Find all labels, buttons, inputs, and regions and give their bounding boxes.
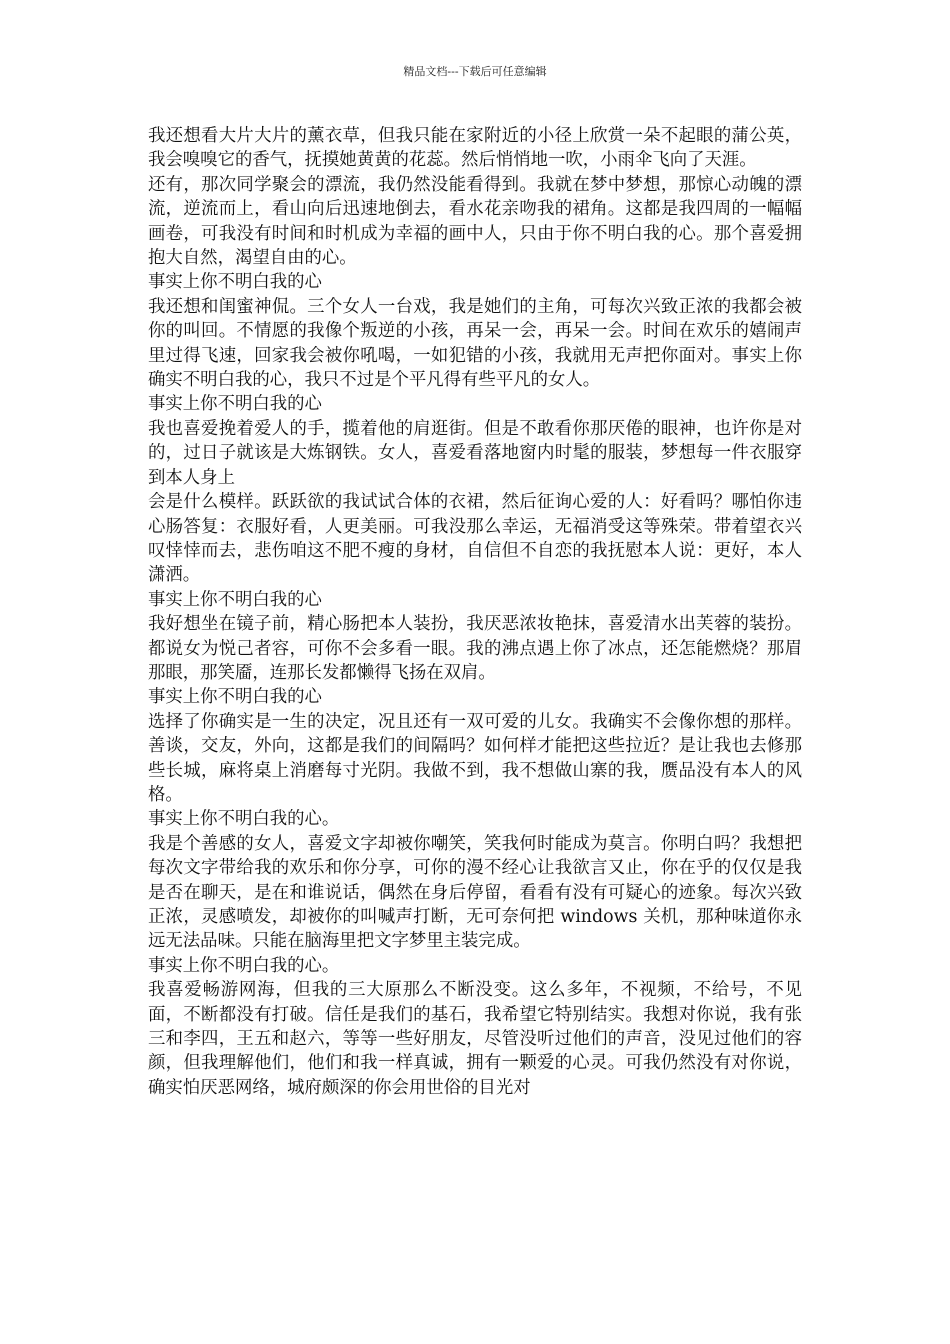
- article-body: [148, 124, 802, 1100]
- paragraph: 选择了你确实是一生的决定，况且还有一双可爱的儿女。我确实不会像你想的那样。善谈，交友，外向，这都是我们的间隔吗？如何样才能把这些拉近？是让我也去修那些长城，麻将桌上消磨每寸光阴。我做不到，我不想做山寨的我，赝品没有本人的风格。: [148, 711, 802, 805]
- refrain-line: 事实上你不明白我的心。: [148, 955, 340, 976]
- paragraph: 还有，那次同学聚会的漂流，我仍然没能看得到。我就在梦中梦想，那惊心动魄的漂流，逆流而上，看山向后迅速地倒去，看水花亲吻我的裙角。这都是我四周的一幅幅画卷，可我没有时间和时机成为幸福的画中人，只由于你不明白我的心。那个喜爱拥抱大自然，渴望自由的心。: [148, 174, 802, 269]
- paragraph: 我也喜爱挽着爱人的手，揽着他的肩逛街。但是不敢看你那厌倦的眼神，也许你是对的，过日子就该是大炼钢铁。女人，喜爱看落地窗内时髦的服装，梦想每一件衣服穿到本人身上: [148, 418, 802, 488]
- paragraph: 我还想和闺蜜神侃。三个女人一台戏，我是她们的主角，可每次兴致正浓的我都会被你的叫回。不情愿的我像个叛逆的小孩，再呆一会，再呆一会。时间在欢乐的嬉闹声里过得飞速，回家我会被你吼喝，一如犯错的小孩，我就用无声把你面对。事实上你确实不明白我的心，我只不过是个平凡得有些平凡的女人。: [148, 296, 802, 391]
- refrain-line: 事实上你不明白我的心: [148, 394, 322, 415]
- paragraph: 会是什么模样。跃跃欲的我试试合体的衣裙，然后征询心爱的人：好看吗？哪怕你违心肠答复：衣服好看，人更美丽。可我没那么幸运，无福消受这等殊荣。带着望衣兴叹悻悻而去，悲伤咱这不肥不瘦的身材，自信但不自恋的我抚慰本人说：更好，本人潇洒。: [148, 492, 802, 586]
- refrain-line: 事实上你不明白我的心: [148, 589, 322, 610]
- paragraph: 我是个善感的女人，喜爱文字却被你嘲笑，笑我何时能成为莫言。你明白吗？我想把每次文字带给我的欢乐和你分享，可你的漫不经心让我欲言又止，你在乎的仅仅是我是否在聊天，是在和谁说话，偶然在身后停留，看看有没有可疑心的迹象。每次兴致正浓，灵感喷发，却被你的叫喊声打断，无可奈何把 windows 关机，那种味道你永远无法品味。只能在脑海里把文字梦里主装完成。: [148, 833, 802, 952]
- refrain-line: 事实上你不明白我的心: [148, 687, 322, 708]
- paragraph: 我还想看大片大片的薰衣草，但我只能在家附近的小径上欣赏一朵不起眼的蒲公英，我会嗅嗅它的香气，抚摸她黄黄的花蕊。然后悄悄地一吹，小雨伞飞向了天涯。: [148, 126, 802, 171]
- paragraph: 我好想坐在镜子前，精心肠把本人装扮，我厌恶浓妆艳抹，喜爱清水出芙蓉的装扮。都说女为悦己者容，可你不会多看一眼。我的沸点遇上你了冰点，还怎能燃烧？那眉那眼，那笑靥，连那长发都懒得飞扬在双肩。: [148, 614, 802, 683]
- refrain-line: 事实上你不明白我的心: [148, 272, 322, 293]
- refrain-line: 事实上你不明白我的心。: [148, 809, 340, 830]
- page-header: 精品文档---下载后可任意编辑: [403, 65, 547, 78]
- paragraph: 我喜爱畅游网海，但我的三大原那么不断没变。这么多年，不视频，不给号，不见面，不断都没有打破。信任是我们的基石，我希望它特别结实。我想对你说，我有张三和李四，王五和赵六，等等一些好朋友，尽管没听过他们的声音，没见过他们的容颜，但我理解他们，他们和我一样真诚，拥有一颗爱的心灵。可我仍然没有对你说，确实怕厌恶网络，城府颇深的你会用世俗的目光对: [148, 980, 802, 1098]
